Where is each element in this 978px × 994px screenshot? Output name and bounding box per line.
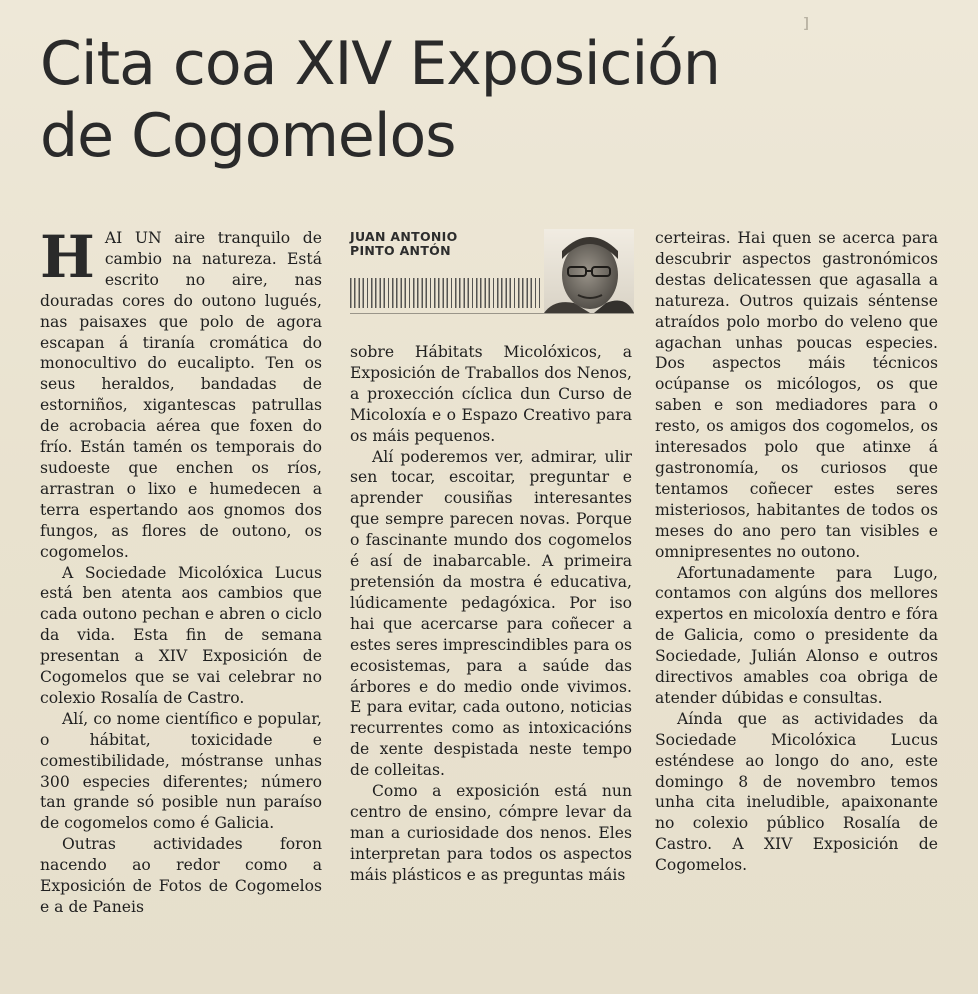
byline-decoration: [350, 278, 540, 308]
article-column-3: [655, 228, 938, 876]
article-column-2: [350, 342, 632, 886]
drop-cap: H: [40, 223, 95, 291]
paragraph-2: A Sociedade Micolóxica Lucus está ben atenta aos cambios que cada outono pechan e abren o ciclo da vida. Esta fin de semana presentan a XIV Exposición de Cogomelos que se vai celebrar no colexio Rosalía de Castro.: [40, 563, 322, 707]
paragraph-3: Alí, co nome científico e popular, o hábitat, toxicidade e comestibilidade, móstranse unhas 300 especies diferentes; número tan grande só posible nun paraíso de cogomelos como é Galicia.: [40, 709, 322, 833]
headline-line-2: de Cogomelos: [40, 101, 456, 171]
author-name-line-1: JUAN ANTONIO: [350, 229, 458, 244]
paragraph-1-text: AI UN aire tranquilo de cambio na natureza. Está escrito no aire, nas douradas cores do outono lugués, nas paisaxes que polo de agora escapan á tiranía cromática do monocultivo do eucalipto. Ten os seus heraldos, bandadas de estorniños, xigantescas patrullas de acrobacia aérea que foxen do frío. Están tamén os temporais do sudoeste que enchen os ríos, arrastran o lixo e humedecen a terra espertando aos gnomos dos fungos, as flores de outono, os cogomelos.: [40, 229, 322, 561]
paragraph-9: Afortunadamente para Lugo, contamos con algúns dos mellores expertos en micoloxía dentro e fóra de Galicia, como o presidente da Sociedade, Julián Alonso e outros directivos amables coa obriga de atender dúbidas e consultas.: [655, 563, 938, 707]
paragraph-5: sobre Hábitats Micolóxicos, a Exposición de Traballos dos Nenos, a proxección cíclica dun Curso de Micoloxía e o Espazo Creativo para os máis pequenos.: [350, 343, 632, 445]
paragraph-8: certeiras. Hai quen se acerca para descubrir aspectos gastronómicos destas delicatessen que agasalla a natureza. Outros quizais séntense atraídos polo morbo do veleno que agachan unhas poucas especies. Dos aspectos máis técnicos ocúpanse os micólogos, os que saben e son mediadores para o resto, os amigos dos cogomelos, os interesados polo que atinxe á gastronomía, os curiosos que tentamos coñecer estes seres misteriosos, habitantes de todos os meses do ano pero tan visibles e omnipresentes no outono.: [655, 229, 938, 561]
article-column-1: [40, 223, 322, 918]
paragraph-7: Como a exposición está nun centro de ensino, cómpre levar da man a curiosidade dos nenos. Eles interpretan para todos os aspectos máis plásticos e as preguntas máis: [350, 782, 632, 884]
author-byline: [350, 230, 540, 258]
paragraph-1: [40, 223, 322, 563]
paragraph-4: Outras actividades foron nacendo ao redor como a Exposición de Fotos de Cogomelos e a de Paneis: [40, 835, 322, 916]
author-photo: [544, 229, 634, 313]
paragraph-10: Aínda que as actividades da Sociedade Micolóxica Lucus esténdese ao longo do ano, este domingo 8 de novembro temos unha cita ineludible, apaixonante no colexio público Rosalía de Castro. A XIV Exposición de Cogomelos.: [655, 709, 938, 875]
author-portrait-icon: [544, 229, 634, 313]
bleed-through-text: ]: [804, 14, 810, 30]
article-headline: [40, 28, 760, 172]
byline-rule: [350, 313, 634, 314]
paragraph-6: Alí poderemos ver, admirar, ulir sen tocar, escoitar, preguntar e aprender cousiñas interesantes que sempre parecen novas. Porque o fascinante mundo dos cogomelos é así de inabarcable. A primeira pretensión da mostra é educativa, lúdicamente pedagóxica. Por iso hai que acercarse para coñecer a estes seres imprescindibles para os ecosistemas, para a saúde das árbores e do medio onde vivimos. E para evitar, cada outono, noticias recurrentes como as intoxicacións de xente despistada neste tempo de colleitas.: [350, 447, 632, 780]
author-name-line-2: PINTO ANTÓN: [350, 243, 451, 258]
headline-line-1: Cita coa XIV Exposición: [40, 29, 720, 99]
